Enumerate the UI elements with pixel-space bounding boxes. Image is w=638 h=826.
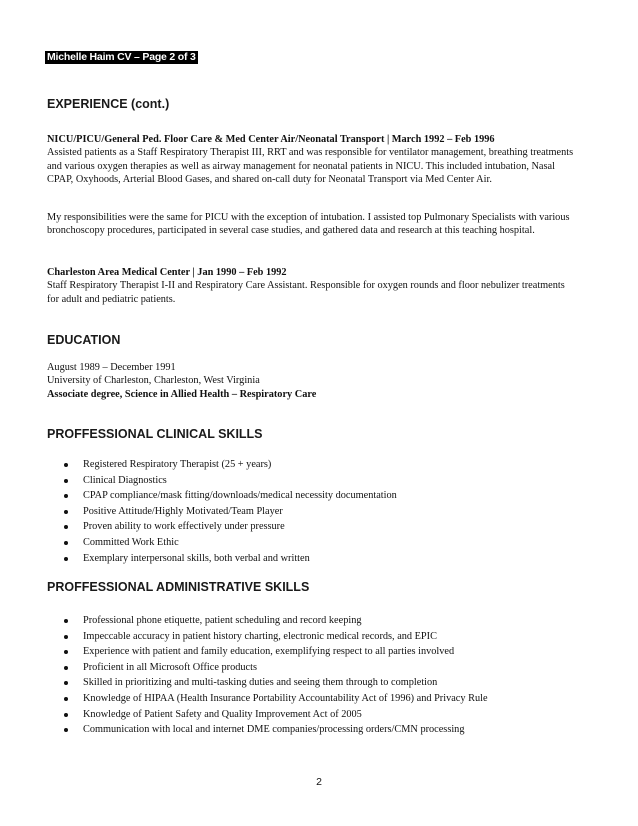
list-item: [47, 644, 587, 660]
list-item: [47, 551, 587, 567]
bullet-icon: [64, 494, 68, 498]
list-item: [47, 519, 587, 535]
education-school: University of Charleston, Charleston, West Virginia: [47, 375, 260, 387]
list-item-text: Positive Attitude/Highly Motivated/Team Player: [83, 505, 283, 517]
list-item: [47, 504, 587, 520]
bullet-icon: [64, 619, 68, 623]
education-dates: August 1989 – December 1991: [47, 362, 176, 373]
clinical-skills-list: [47, 457, 587, 566]
job-desc-picu: My responsibilities were the same for PICU with the exception of intubation. I assisted top Pulmonary Specialists with various bronchoscopy procedures, participated in several case studies, and gathered data and research at this teaching hospital.: [47, 212, 570, 237]
list-item-text: Communication with local and internet DME companies/processing orders/CMN processing: [83, 724, 465, 736]
bullet-icon: [64, 510, 68, 514]
list-item: [47, 675, 587, 691]
bullet-icon: [64, 557, 68, 561]
list-item-text: Experience with patient and family education, exemplifying respect to all parties involved: [83, 646, 455, 658]
list-item: [47, 535, 587, 551]
job-camc: [47, 266, 577, 306]
bullet-icon: [64, 713, 68, 717]
job-title-nicu: NICU/PICU/General Ped. Floor Care & Med Center Air/Neonatal Transport | March 1992 – Feb 1996: [47, 134, 495, 145]
administrative-skills-list: [47, 613, 587, 738]
list-item-text: Impeccable accuracy in patient history charting, electronic medical records, and EPIC: [83, 630, 437, 642]
list-item-text: Skilled in prioritizing and multi-tasking duties and seeing them through to completion: [83, 677, 438, 689]
list-item: [47, 629, 587, 645]
list-item-text: CPAP compliance/mask fitting/downloads/medical necessity documentation: [83, 490, 397, 502]
bullet-icon: [64, 541, 68, 545]
list-item-text: Professional phone etiquette, patient scheduling and record keeping: [83, 615, 362, 626]
clinical-skills-heading: PROFFESSIONAL CLINICAL SKILLS: [47, 427, 263, 441]
bullet-icon: [64, 681, 68, 685]
list-item: [47, 457, 587, 473]
job-desc-nicu: Assisted patients as a Staff Respiratory Therapist III, RRT and was responsible for ventilator management, breathing treatments and various oxygen therapies as well as airway management for neonatal patients in NICU. This included intubation, Nasal CPAP, Oxyhoods, Arterial Blood Gases, and shared on-call duty for Neonatal Transport via Med Center Air.: [47, 147, 574, 185]
list-item: [47, 660, 587, 676]
education-degree: Associate degree, Science in Allied Health – Respiratory Care: [47, 388, 317, 400]
cv-header-label: Michelle Haim CV – Page 2 of 3: [47, 51, 196, 63]
education-heading: EDUCATION: [47, 333, 121, 347]
experience-heading: EXPERIENCE (cont.): [47, 97, 170, 111]
list-item: [47, 613, 587, 629]
list-item: [47, 691, 587, 707]
bullet-icon: [64, 635, 68, 639]
list-item: [47, 488, 587, 504]
administrative-skills-heading: PROFFESSIONAL ADMINISTRATIVE SKILLS: [47, 580, 310, 594]
list-item-text: Clinical Diagnostics: [83, 474, 167, 486]
list-item-text: Committed Work Ethic: [83, 536, 179, 548]
list-item: [47, 473, 587, 489]
list-item-text: Knowledge of HIPAA (Health Insurance Portability Accountability Act of 1996) and Privacy Rule: [83, 692, 488, 704]
list-item-text: Proficient in all Microsoft Office products: [83, 661, 257, 673]
bullet-icon: [64, 479, 68, 483]
bullet-icon: [64, 525, 68, 529]
bullet-icon: [64, 650, 68, 654]
bullet-icon: [64, 697, 68, 701]
list-item-text: Knowledge of Patient Safety and Quality Improvement Act of 2005: [83, 708, 362, 720]
list-item: [47, 707, 587, 723]
bullet-icon: [64, 463, 68, 467]
job-title-camc: Charleston Area Medical Center | Jan 1990 – Feb 1992: [47, 267, 287, 278]
bullet-icon: [64, 666, 68, 670]
education-entry: [47, 361, 577, 401]
list-item-text: Registered Respiratory Therapist (25 + years): [83, 459, 272, 470]
list-item-text: Exemplary interpersonal skills, both verbal and written: [83, 552, 310, 564]
list-item: [47, 722, 587, 738]
list-item-text: Proven ability to work effectively under pressure: [83, 521, 285, 533]
job-desc-camc: Staff Respiratory Therapist I-II and Respiratory Care Assistant. Responsible for oxygen rounds and floor nebulizer treatments for adult and pediatric patients.: [47, 280, 565, 305]
job-nicu: [47, 133, 577, 186]
bullet-icon: [64, 728, 68, 732]
page-number: 2: [316, 776, 322, 788]
